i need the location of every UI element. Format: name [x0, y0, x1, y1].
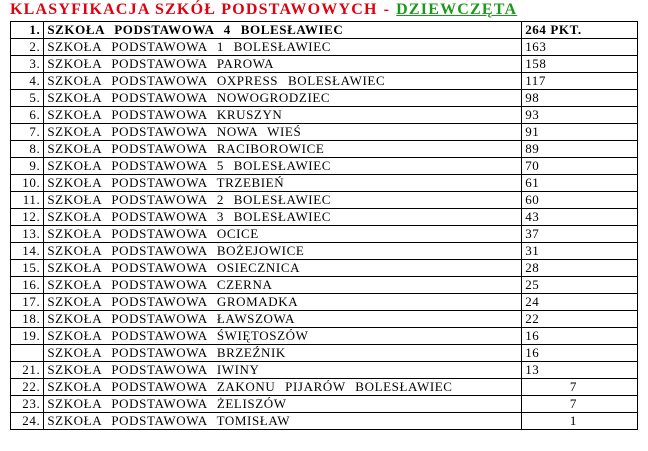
school-name-cell: SZKOŁA PODSTAWOWA 3 BOLESŁAWIEC: [44, 209, 522, 226]
school-name-cell: SZKOŁA PODSTAWOWA GROMADKA: [44, 294, 522, 311]
rank-cell: [11, 345, 44, 362]
table-row: [11, 56, 638, 73]
points-cell: 89: [522, 141, 638, 158]
table-row: [11, 124, 638, 141]
title-category: DZIEWCZĘTA: [396, 1, 518, 18]
points-cell: 60: [522, 192, 638, 209]
rank-cell: 10.: [11, 175, 44, 192]
ranking-table: [10, 21, 638, 430]
rank-cell: 2.: [11, 39, 44, 56]
rank-cell: 3.: [11, 56, 44, 73]
school-name-cell: SZKOŁA PODSTAWOWA ZAKONU PIJARÓW BOLESŁAWIEC: [44, 379, 522, 396]
rank-cell: 17.: [11, 294, 44, 311]
school-name-cell: SZKOŁA PODSTAWOWA RACIBOROWICE: [44, 141, 522, 158]
school-name-cell: SZKOŁA PODSTAWOWA OCICE: [44, 226, 522, 243]
table-row: [11, 39, 638, 56]
school-name-cell: SZKOŁA PODSTAWOWA BRZEŹNIK: [44, 345, 522, 362]
points-cell: 16: [522, 345, 638, 362]
points-cell: 264 PKT.: [522, 22, 638, 39]
table-row: [11, 243, 638, 260]
table-row: [11, 90, 638, 107]
school-name-cell: SZKOŁA PODSTAWOWA ŚWIĘTOSZÓW: [44, 328, 522, 345]
school-name-cell: SZKOŁA PODSTAWOWA PAROWA: [44, 56, 522, 73]
school-name-cell: SZKOŁA PODSTAWOWA IWINY: [44, 362, 522, 379]
rank-cell: 4.: [11, 73, 44, 90]
points-cell: 43: [522, 209, 638, 226]
school-name-cell: SZKOŁA PODSTAWOWA TRZEBIEŃ: [44, 175, 522, 192]
school-name-cell: SZKOŁA PODSTAWOWA 4 BOLESŁAWIEC: [44, 22, 522, 39]
school-name-cell: SZKOŁA PODSTAWOWA OXPRESS BOLESŁAWIEC: [44, 73, 522, 90]
points-cell: 37: [522, 226, 638, 243]
rank-cell: 19.: [11, 328, 44, 345]
points-cell: 61: [522, 175, 638, 192]
rank-cell: 16.: [11, 277, 44, 294]
points-cell: 25: [522, 277, 638, 294]
points-cell: 117: [522, 73, 638, 90]
school-name-cell: SZKOŁA PODSTAWOWA NOWA WIEŚ: [44, 124, 522, 141]
points-cell: 1: [522, 413, 638, 430]
table-row: [11, 260, 638, 277]
table-row: [11, 277, 638, 294]
school-name-cell: SZKOŁA PODSTAWOWA OSIECZNICA: [44, 260, 522, 277]
rank-cell: 13.: [11, 226, 44, 243]
rank-cell: 6.: [11, 107, 44, 124]
rank-cell: 8.: [11, 141, 44, 158]
points-cell: 16: [522, 328, 638, 345]
table-row: [11, 209, 638, 226]
table-row: [11, 192, 638, 209]
school-name-cell: SZKOŁA PODSTAWOWA NOWOGRODZIEC: [44, 90, 522, 107]
school-name-cell: SZKOŁA PODSTAWOWA KRUSZYN: [44, 107, 522, 124]
title-dash: -: [383, 1, 391, 18]
rank-cell: 23.: [11, 396, 44, 413]
rank-cell: 18.: [11, 311, 44, 328]
school-name-cell: SZKOŁA PODSTAWOWA BOŻEJOWICE: [44, 243, 522, 260]
table-row: [11, 107, 638, 124]
table-row: [11, 379, 638, 396]
table-row: [11, 226, 638, 243]
points-cell: 70: [522, 158, 638, 175]
rank-cell: 5.: [11, 90, 44, 107]
points-cell: 158: [522, 56, 638, 73]
rank-cell: 9.: [11, 158, 44, 175]
points-cell: 163: [522, 39, 638, 56]
rank-cell: 21.: [11, 362, 44, 379]
table-row: [11, 362, 638, 379]
points-cell: 98: [522, 90, 638, 107]
ranking-table-body: [11, 22, 638, 430]
points-cell: 13: [522, 362, 638, 379]
table-row: [11, 141, 638, 158]
school-name-cell: SZKOŁA PODSTAWOWA 5 BOLESŁAWIEC: [44, 158, 522, 175]
table-row: [11, 73, 638, 90]
school-name-cell: SZKOŁA PODSTAWOWA 2 BOLESŁAWIEC: [44, 192, 522, 209]
page-title: [10, 0, 517, 20]
points-cell: 31: [522, 243, 638, 260]
points-cell: 91: [522, 124, 638, 141]
points-cell: 28: [522, 260, 638, 277]
table-row: [11, 396, 638, 413]
title-main: KLASYFIKACJA SZKÓŁ PODSTAWOWYCH: [10, 1, 378, 18]
rank-cell: 22.: [11, 379, 44, 396]
rank-cell: 11.: [11, 192, 44, 209]
table-row: [11, 328, 638, 345]
points-cell: 24: [522, 294, 638, 311]
table-row: [11, 22, 638, 39]
school-name-cell: SZKOŁA PODSTAWOWA ŻELISZÓW: [44, 396, 522, 413]
points-cell: 93: [522, 107, 638, 124]
table-row: [11, 345, 638, 362]
rank-cell: 1.: [11, 22, 44, 39]
table-row: [11, 175, 638, 192]
rank-cell: 24.: [11, 413, 44, 430]
school-name-cell: SZKOŁA PODSTAWOWA CZERNA: [44, 277, 522, 294]
table-row: [11, 158, 638, 175]
table-row: [11, 311, 638, 328]
rank-cell: 14.: [11, 243, 44, 260]
rank-cell: 12.: [11, 209, 44, 226]
points-cell: 7: [522, 396, 638, 413]
points-cell: 7: [522, 379, 638, 396]
table-row: [11, 294, 638, 311]
rank-cell: 15.: [11, 260, 44, 277]
school-name-cell: SZKOŁA PODSTAWOWA TOMISŁAW: [44, 413, 522, 430]
school-name-cell: SZKOŁA PODSTAWOWA ŁAWSZOWA: [44, 311, 522, 328]
points-cell: 22: [522, 311, 638, 328]
table-row: [11, 413, 638, 430]
school-name-cell: SZKOŁA PODSTAWOWA 1 BOLESŁAWIEC: [44, 39, 522, 56]
rank-cell: 7.: [11, 124, 44, 141]
